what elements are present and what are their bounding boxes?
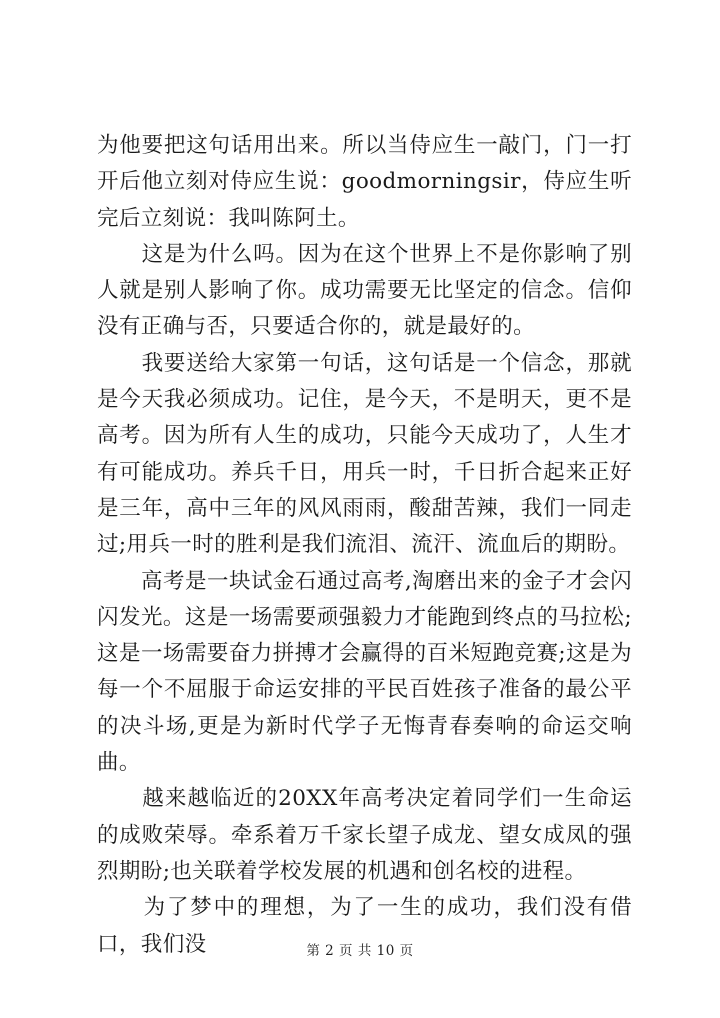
paragraph-3: 我要送给大家第一句话，这句话是一个信念，那就是今天我必须成功。记住，是今天，不是明天，更不是高考。因为所有人生的成功，只能今天成功了，人生才有可能成功。养兵千日，用兵一时，千日折合起来正好是三年，高中三年的风风雨雨，酸甜苦辣，我们一同走过;用兵一时的胜利是我们流泪、流汗、流血后的期盼。 bbox=[97, 350, 632, 558]
paragraph-4: 高考是一块试金石通过高考,淘磨出来的金子才会闪闪发光。这是一场需要顽强毅力才能跑到终点的马拉松;这是一场需要奋力拼搏才会赢得的百米短跑竞赛;这是为每一个不屈服于命运安排的平民百姓孩子准备的最公平的决斗场,更是为新时代学子无悔青春奏响的命运交响曲。 bbox=[97, 568, 632, 776]
paragraph-6: 为了梦中的理想，为了一生的成功，我们没有借口，我们没 bbox=[97, 895, 632, 957]
paragraph-5: 越来越临近的20XX年高考决定着同学们一生命运的成败荣辱。牵系着万千家长望子成龙、望女成凤的强烈期盼;也关联着学校发展的机遇和创名校的进程。 bbox=[97, 786, 632, 884]
page-number: 第 2 页 共 10 页 bbox=[306, 943, 414, 959]
paragraph-1: 为他要把这句话用出来。所以当侍应生一敲门，门一打开后他立刻对侍应生说：goodmorningsir，侍应生听完后立刻说：我叫陈阿土。 bbox=[97, 133, 632, 231]
body-text bbox=[97, 128, 632, 963]
paragraph-2: 这是为什么吗。因为在这个世界上不是你影响了别人就是别人影响了你。成功需要无比坚定的信念。信仰没有正确与否，只要适合你的，就是最好的。 bbox=[97, 241, 632, 340]
page-footer bbox=[0, 939, 720, 959]
